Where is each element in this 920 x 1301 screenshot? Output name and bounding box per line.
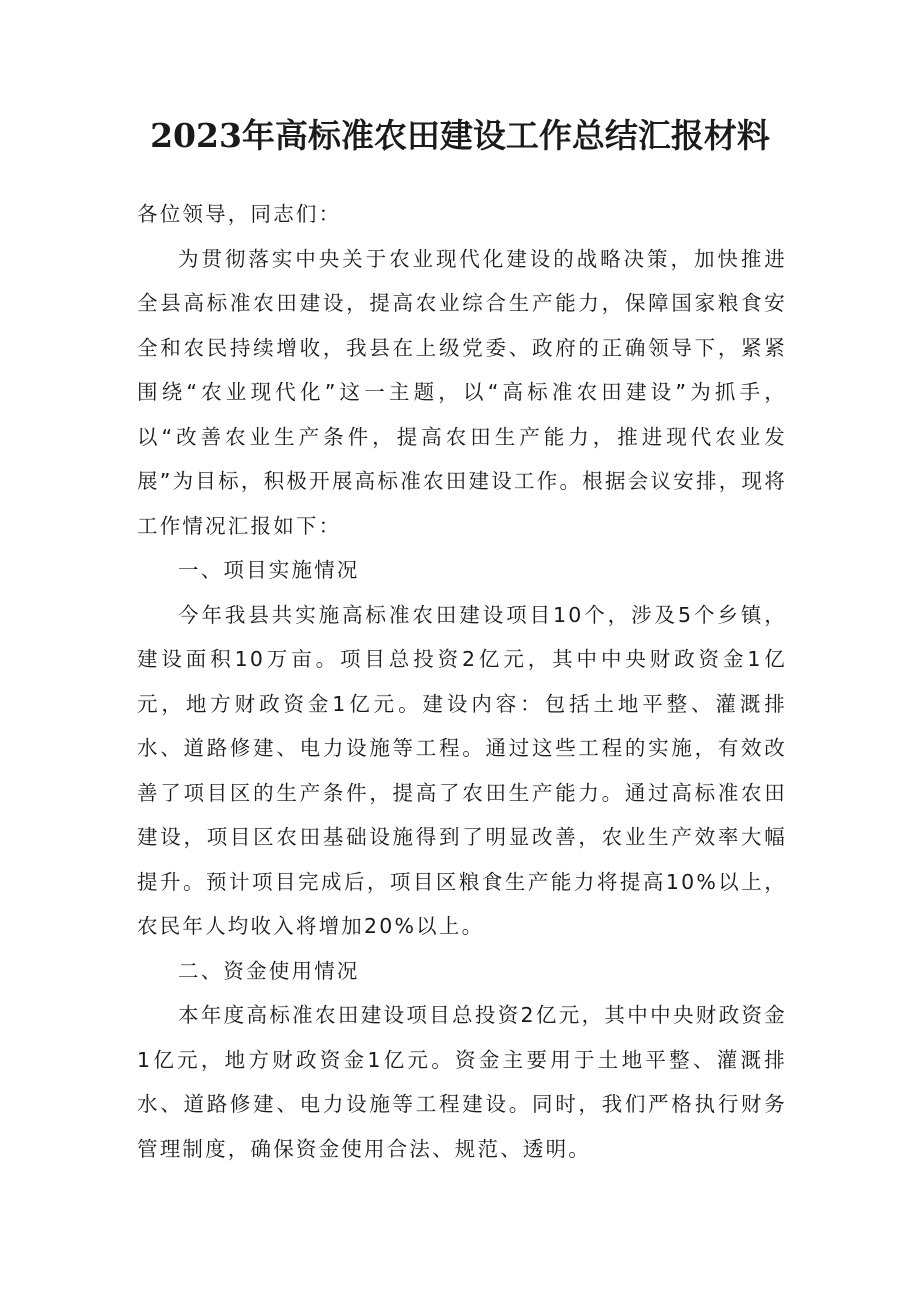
section-heading-project-implementation: 一、项目实施情况 (178, 558, 360, 582)
document-body (137, 192, 787, 1171)
section-paragraph-project-implementation: 今年我县共实施高标准农田建设项目10个，涉及5个乡镇，建设面积10万亩。项目总投资2亿元，其中中央财政资金1亿元，地方财政资金1亿元。建设内容：包括土地平整、灌溉排水、道路修建、电力设施等工程。通过这些工程的实施，有效改善了项目区的生产条件，提高了农田生产能力。通过高标准农田建设，项目区农田基础设施得到了明显改善，农业生产效率大幅提升。预计项目完成后，项目区粮食生产能力将提高10%以上，农民年人均收入将增加20%以上。 (137, 602, 787, 938)
section-paragraph-fund-usage: 本年度高标准农田建设项目总投资2亿元，其中中央财政资金1亿元，地方财政资金1亿元。资金主要用于土地平整、灌溉排水、道路修建、电力设施等工程建设。同时，我们严格执行财务管理制度，确保资金使用合法、规范、透明。 (137, 1003, 787, 1161)
salutation: 各位领导，同志们： (137, 202, 342, 226)
section-heading-fund-usage: 二、资金使用情况 (178, 958, 360, 983)
document-title: 2023年高标准农田建设工作总结汇报材料 (150, 116, 770, 155)
intro-paragraph: 为贯彻落实中央关于农业现代化建设的战略决策，加快推进全县高标准农田建设，提高农业综合生产能力，保障国家粮食安全和农民持续增收，我县在上级党委、政府的正确领导下，紧紧围绕“农业现代化”这一主题，以“高标准农田建设”为抓手，以“改善农业生产条件，提高农田生产能力，推进现代农业发展”为目标，积极开展高标准农田建设工作。根据会议安排，现将工作情况汇报如下： (137, 246, 787, 538)
